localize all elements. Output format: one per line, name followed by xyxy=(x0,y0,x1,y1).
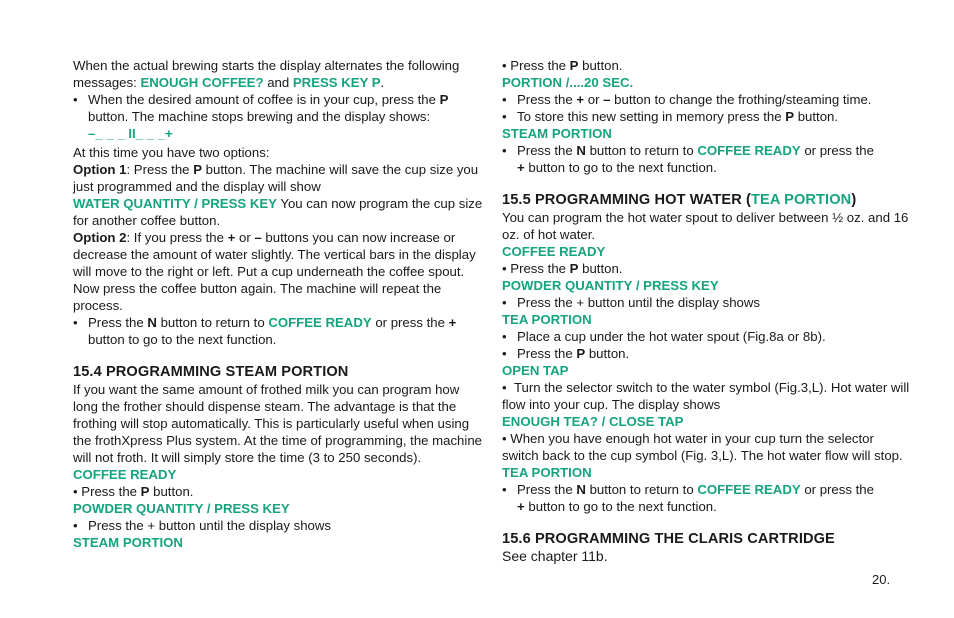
bullet-text: button to change the frothing/steaming time. xyxy=(610,92,872,107)
display-press-key-p: PRESS KEY P xyxy=(292,75,381,90)
left-column xyxy=(73,57,485,551)
option-2-text: : If you press the xyxy=(126,230,228,245)
bullet-text: button to return to xyxy=(585,482,698,497)
intro-text: When the actual brewing starts the display alternates the following messages: xyxy=(73,58,460,90)
bullet-text: • When you have enough hot water in your cup turn the selector switch back to the cup symbol (Fig. 3,L). The hot water flow will stop. xyxy=(502,431,903,463)
press-text: • Press the xyxy=(73,484,141,499)
display-powder-quantity: POWDER QUANTITY / PRESS KEY xyxy=(73,501,290,516)
bullet-text: button to return to xyxy=(585,143,698,158)
key-minus: – xyxy=(254,230,262,245)
press-p-line xyxy=(502,260,914,277)
option-1-text: button. The machine will save the cup size you just programmed and the display will show xyxy=(73,162,479,194)
key-plus: + xyxy=(576,92,585,107)
key-p: P xyxy=(569,58,579,73)
bullet-text: button to go to the next function. xyxy=(524,160,717,175)
bullet-text: button to go to the next function. xyxy=(524,499,717,514)
bullet-place-cup: • Place a cup under the hot water spout (Fig.8a or 8b). xyxy=(502,328,914,345)
display-enough-coffee: ENOUGH COFFEE? xyxy=(140,75,264,90)
bullet-text: button. xyxy=(585,346,630,361)
key-p: P xyxy=(576,346,586,361)
key-n: N xyxy=(576,143,586,158)
heading-text: 15.5 PROGRAMMING HOT WATER ( xyxy=(502,192,752,208)
bullet-stop-brewing xyxy=(73,91,485,142)
heading-15-5 xyxy=(502,191,914,209)
page-number: 20. xyxy=(872,572,891,587)
bullet-return xyxy=(73,314,485,348)
key-plus: + xyxy=(517,160,525,175)
display-coffee-ready: COFFEE READY xyxy=(502,244,606,259)
option-1 xyxy=(73,161,485,229)
bullet-text: Press the xyxy=(517,143,577,158)
heading-15-4: 15.4 PROGRAMMING STEAM PORTION xyxy=(73,364,349,380)
and-text: and xyxy=(263,75,293,90)
bullet-text: or press the xyxy=(371,315,449,330)
press-p-line xyxy=(73,483,485,500)
or-text: or xyxy=(584,92,604,107)
key-plus: + xyxy=(517,499,525,514)
section-15-5-body: You can program the hot water spout to deliver between ½ oz. and 16 oz. of hot water. xyxy=(502,210,909,242)
display-steam-portion: STEAM PORTION xyxy=(73,535,183,550)
key-plus: + xyxy=(448,315,457,330)
bullet-text: Turn the selector switch to the water symbol (Fig.3,L). Hot water will flow into your cup. The display shows xyxy=(502,380,910,412)
display-coffee-ready: COFFEE READY xyxy=(697,143,801,158)
bullet-text: Press the xyxy=(517,346,577,361)
key-plus: + xyxy=(227,230,236,245)
bullet-text: Press the xyxy=(88,315,148,330)
display-coffee-ready: COFFEE READY xyxy=(697,482,801,497)
bullet-text: When the desired amount of coffee is in your cup, press the xyxy=(88,92,440,107)
intro-paragraph xyxy=(73,57,485,91)
press-text: • Press the xyxy=(502,261,570,276)
option-2-label: Option 2 xyxy=(73,230,127,245)
bullet-return xyxy=(502,481,914,515)
bullet-store-setting xyxy=(502,108,914,125)
key-n: N xyxy=(147,315,157,330)
heading-tea-portion: TEA PORTION xyxy=(751,192,852,208)
heading-15-6: 15.6 PROGRAMMING THE CLARIS CARTRIDGE xyxy=(502,531,835,547)
display-coffee-ready: COFFEE READY xyxy=(268,315,372,330)
display-powder-quantity: POWDER QUANTITY / PRESS KEY xyxy=(502,278,719,293)
bullet-text: or press the xyxy=(800,143,874,158)
bullet-text: button. The machine stops brewing and the display shows: xyxy=(88,109,431,124)
display-steam-portion: STEAM PORTION xyxy=(502,126,612,141)
heading-text: ) xyxy=(851,192,857,208)
press-text: button. xyxy=(149,484,194,499)
bullet-text: To store this new setting in memory press the xyxy=(517,109,786,124)
bullet-press-plus: • Press the + button until the display shows xyxy=(73,517,485,534)
display-water-quantity: WATER QUANTITY / PRESS KEY xyxy=(73,196,277,211)
display-tea-portion: TEA PORTION xyxy=(502,465,592,480)
period-text: . xyxy=(380,75,385,90)
key-n: N xyxy=(576,482,586,497)
bullet-text: button. xyxy=(794,109,839,124)
display-enough-tea: ENOUGH TEA? / CLOSE TAP xyxy=(502,414,684,429)
display-portion-sec: PORTION /....20 SEC. xyxy=(502,75,634,90)
bullet-press-p xyxy=(502,345,914,362)
option-1-label: Option 1 xyxy=(73,162,127,177)
or-text: or xyxy=(235,230,255,245)
section-15-6-body: See chapter 11b. xyxy=(502,548,608,564)
key-minus: – xyxy=(603,92,611,107)
bullet-change-time xyxy=(502,91,914,108)
press-text: button. xyxy=(578,58,623,73)
key-p: P xyxy=(193,162,202,177)
bullet-turn-selector: • Turn the selector switch to the water symbol (Fig.3,L). Hot water will flow into your cup. The display shows xyxy=(502,380,910,412)
display-bars: –_ _ _ II_ _ _+ xyxy=(88,126,173,141)
right-column xyxy=(502,57,914,565)
bullet-enough-water xyxy=(502,430,914,481)
option-1-tail: You can now program the cup size for another coffee button. xyxy=(73,196,483,228)
bullet-text: button to go to the next function. xyxy=(88,332,277,347)
bullet-press-plus: • Press the + button until the display shows xyxy=(502,294,914,311)
display-coffee-ready: COFFEE READY xyxy=(73,467,177,482)
bullet-text: or press the xyxy=(800,482,874,497)
option-1-text: : Press the xyxy=(126,162,194,177)
bullet-text: Press the xyxy=(517,92,577,107)
press-text: • Press the xyxy=(502,58,570,73)
display-open-tap: OPEN TAP xyxy=(502,363,569,378)
bullet-text: Press the xyxy=(517,482,577,497)
two-options-text: At this time you have two options: xyxy=(73,145,270,160)
bullet-return xyxy=(502,142,914,176)
section-15-4-body: If you want the same amount of frothed milk you can program how long the frother should dispense steam. The advantage is that the frothing will stop automatically. This is particularly useful when using the frothXpress Plus system. At the time of programming, the machine will not froth. It will simply store the time (3 to 250 seconds). xyxy=(73,382,482,465)
key-p: P xyxy=(569,261,579,276)
press-text: button. xyxy=(578,261,623,276)
option-2 xyxy=(73,229,485,314)
option-2-text: buttons you can now increase or decrease the amount of water slightly. The vertical bars in the display will move to the right or left. Put a cup underneath the coffee spout. Now press the coffee button again. The machine will repeat the process. xyxy=(73,230,476,313)
key-p: P xyxy=(439,92,449,107)
bullet-text: button to return to xyxy=(156,315,269,330)
display-tea-portion: TEA PORTION xyxy=(502,312,592,327)
key-p: P xyxy=(140,484,150,499)
key-p: P xyxy=(785,109,795,124)
press-p-line xyxy=(502,57,914,74)
